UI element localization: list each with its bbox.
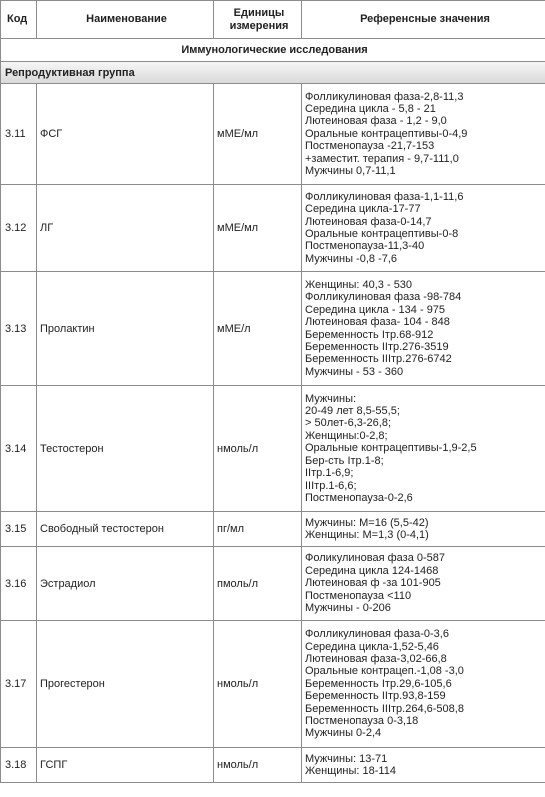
group-row [1,62,545,84]
row-code: 3.17 [1,621,37,748]
row-unit: мМЕ/мл [214,185,302,272]
reference-line: Середина цикла-1,52-5,46 [305,640,439,653]
row-unit: пмоль/л [214,547,302,621]
reference-line: Постменопауза 0-3,18 [305,715,419,728]
row-name: ФСГ [37,84,214,185]
reference-line: Беременность IIIтр.264,6-508,8 [305,702,464,715]
reference-line: Лютеиновая фаза - 1,2 - 9,0 [305,115,447,128]
row-name: Эстрадиол [37,547,214,621]
reference-line: Мужчины - 53 - 360 [305,365,404,378]
section-title: Иммунологические исследования [1,39,545,62]
row-code: 3.15 [1,512,37,547]
reference-line: Фолликулиновая фаза-2,8-11,3 [305,90,464,103]
reference-line: Мужчины -0,8 -7,6 [305,252,398,265]
reference-line: > 50лет-6,3-26,8; [305,417,392,430]
reference-line: Мужчины 0-2,4 [305,727,382,740]
header-unit-line1: Единицы [233,6,285,19]
row-code: 3.18 [1,748,37,783]
row-reference-values [302,748,545,783]
row-code: 3.14 [1,386,37,512]
reference-line: Середина цикла - 5,8 - 21 [305,102,436,115]
reference-line: Мужчины: 13-71 [305,752,388,765]
reference-line: Фолликулиновая фаза-0-3,6 [305,628,449,641]
row-reference-values [302,547,545,621]
reference-line: Беременность Iтр.68-912 [305,328,434,341]
reference-line: Беременность Iтр.29,6-105,6 [305,677,452,690]
row-name: Пролактин [37,272,214,386]
reference-line: Лютеиновая фаза-3,02-66,8 [305,652,447,665]
group-title: Репродуктивная группа [1,62,545,84]
reference-line: Мужчины: М=16 (5,5-42) [305,516,429,529]
reference-line: Беременность IIIтр.276-6742 [305,353,452,366]
row-name: Прогестерон [37,621,214,748]
table-row [1,512,545,547]
reference-line: Лютеиновая фаза-0-14,7 [305,215,432,228]
reference-line: Середина цикла - 134 - 975 [305,303,446,316]
table-row [1,547,545,621]
reference-line: Оральные контрацептивы-0-4,9 [305,127,468,140]
reference-line: Женщины:0-2,8; [305,429,388,442]
reference-line: Мужчины 0,7-11,1 [305,165,396,178]
row-reference-values [302,185,545,272]
row-reference-values [302,84,545,185]
row-reference-values [302,386,545,512]
table-row [1,272,545,386]
reference-line: Женщины: 18-114 [305,765,396,777]
reference-line: +заместит. терапия - 9,7-111,0 [305,152,459,165]
reference-line: Постменопауза-0-2,6 [305,491,413,504]
header-code: Код [1,1,37,39]
row-code: 3.16 [1,547,37,621]
reference-line: Женщины: 40,3 - 530 [305,278,413,291]
row-unit: пг/мл [214,512,302,547]
table-row [1,386,545,512]
reference-line: Мужчины: [305,392,357,405]
table-row [1,748,545,783]
table-header-row [1,1,545,39]
reference-line: IIIтр.1-6,6; [305,479,357,492]
header-reference: Референсные значения [302,1,545,39]
header-unit-line2: измерения [229,19,289,32]
table-row [1,621,545,748]
reference-line: Середина цикла-17-77 [305,203,421,216]
row-reference-values [302,512,545,547]
reference-line: Бер-сть Iтр.1-8; [305,454,384,467]
row-name: ГСПГ [37,748,214,783]
reference-line: Беременность IIтр.93,8-159 [305,690,446,703]
row-code: 3.11 [1,84,37,185]
row-unit: мМЕ/л [214,272,302,386]
reference-line: IIтр.1-6,9; [305,467,354,480]
header-unit [214,1,302,39]
reference-line: 20-49 лет 8,5-55,5; [305,405,400,418]
row-unit: нмоль/л [214,748,302,783]
reference-line: Оральные контрацептивы-1,9-2,5 [305,442,477,455]
reference-line: Лютеиновая фаза- 104 - 848 [305,316,450,329]
row-code: 3.13 [1,272,37,386]
row-code: 3.12 [1,185,37,272]
reference-line: Фоликулиновая фаза 0-587 [305,552,445,565]
row-unit: нмоль/л [214,621,302,748]
table-row [1,185,545,272]
reference-line: Середина цикла 124-1468 [305,564,439,577]
section-row [1,39,545,62]
row-name: Тестостерон [37,386,214,512]
reference-line: Постменопауза -21,7-153 [305,140,435,153]
reference-line: Фолликулиновая фаза -98-784 [305,291,462,304]
row-name: ЛГ [37,185,214,272]
reference-line: Постменопауза-11,3-40 [305,240,425,253]
row-reference-values [302,272,545,386]
reference-line: Оральные контрацептивы-0-8 [305,228,459,240]
table-row [1,84,545,185]
reference-line: Постменопауза <110 [305,589,412,602]
row-unit: мМЕ/мл [214,84,302,185]
header-name: Наименование [37,1,214,39]
reference-line: Лютеиновая ф -за 101-905 [305,577,441,590]
row-name: Свободный тестостерон [37,512,214,547]
reference-line: Мужчины - 0-206 [305,602,391,615]
reference-line: Фолликулиновая фаза-1,1-11,6 [305,190,464,203]
row-reference-values [302,621,545,748]
row-unit: нмоль/л [214,386,302,512]
reference-line: Беременность IIтр.276-3519 [305,340,449,353]
reference-line: Оральные контрацеп.-1,08 -3,0 [305,665,464,678]
reference-line: Женщины: М=1,3 (0-4,1) [305,529,429,541]
